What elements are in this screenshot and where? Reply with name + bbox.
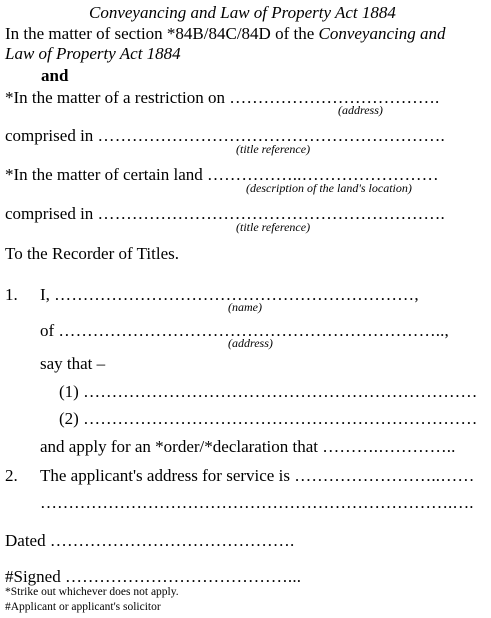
restriction-label: *In the matter of a restriction on	[5, 88, 225, 107]
comprised-in-label-2: comprised in	[5, 204, 94, 223]
say-that-label: say that –	[40, 354, 106, 373]
land-location-hint: (description of the land's location)	[246, 181, 412, 195]
sub-item-2-line	[59, 410, 478, 427]
footnote-applicant: #Applicant or applicant's solicitor	[5, 601, 161, 613]
restriction-address-field[interactable]: ……………………………….	[229, 88, 440, 107]
apply-text: and apply for an *order/*declaration that	[40, 437, 319, 456]
sub-item-2-label: (2)	[59, 409, 79, 428]
title-reference-field-2[interactable]: …………………………………………………….	[97, 204, 445, 223]
signature-field[interactable]: …………………………………...	[64, 567, 302, 586]
footnote-strike-out: *Strike out whichever does not apply.	[5, 586, 179, 598]
applicant-address-field[interactable]: …………………………………………………………..,	[58, 321, 449, 340]
apply-line	[40, 438, 456, 455]
sub-item-1-label: (1)	[59, 382, 79, 401]
address-hint: (address)	[228, 336, 273, 350]
of-label: of	[40, 321, 55, 340]
land-location-field[interactable]: ……………..……………………	[207, 165, 439, 184]
restriction-address-hint: (address)	[338, 103, 383, 117]
comprised-in-label-1: comprised in	[5, 126, 94, 145]
i-label: I,	[40, 285, 50, 304]
matter-heading-line-1	[5, 25, 446, 42]
matter-act-name-part-1: Conveyancing and	[318, 24, 446, 43]
address-for-service-field-line-2[interactable]: ……………………………………………………………….….	[40, 493, 474, 512]
title-reference-hint-2: (title reference)	[236, 220, 311, 234]
signed-line	[5, 568, 301, 585]
dated-label: Dated	[5, 531, 46, 550]
signed-label: #Signed	[5, 567, 61, 586]
document-title: Conveyancing and Law of Property Act 1884	[89, 3, 396, 22]
date-field[interactable]: …………………………………….	[49, 531, 295, 550]
recorder-of-titles: To the Recorder of Titles.	[5, 244, 179, 263]
item-2-line	[40, 467, 475, 484]
comprised-in-line-2	[5, 205, 445, 222]
title-reference-hint-1: (title reference)	[236, 142, 311, 156]
sub-item-1-line	[59, 383, 478, 400]
address-for-service-field[interactable]: ……………………..……	[294, 466, 475, 485]
matter-act-name-part-2: Law of Property Act 1884	[5, 44, 181, 63]
and-label: and	[41, 66, 69, 85]
land-label: *In the matter of certain land	[5, 165, 203, 184]
address-for-service-label: The applicant's address for service is	[40, 466, 290, 485]
sub-item-1-field[interactable]: ……………………………………………………………	[83, 382, 478, 401]
name-hint: (name)	[228, 300, 262, 314]
title-reference-field-1[interactable]: …………………………………………………….	[97, 126, 445, 145]
item-2-number: 2.	[5, 466, 18, 485]
applicant-name-field[interactable]: ………………………………………………………,	[54, 285, 419, 304]
order-declaration-field[interactable]: ……….…………..	[322, 437, 456, 456]
matter-section-text: In the matter of section *84B/84C/84D of the	[5, 24, 315, 43]
comprised-in-line-1	[5, 127, 445, 144]
sub-item-2-field[interactable]: ……………………………………………………………	[83, 409, 478, 428]
dated-line	[5, 532, 294, 549]
item-1-number: 1.	[5, 285, 18, 304]
